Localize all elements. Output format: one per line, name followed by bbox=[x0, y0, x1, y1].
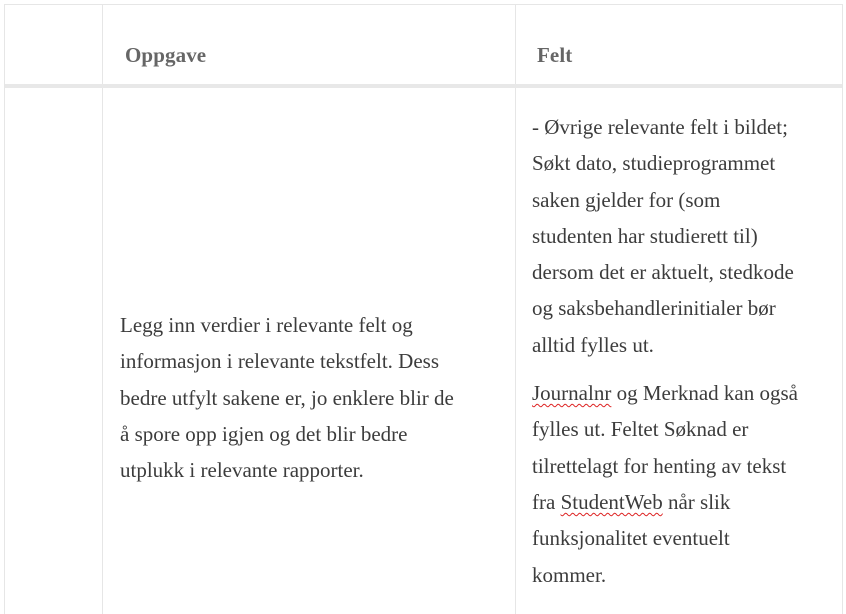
felt-line: tilrettelagt for henting av tekst bbox=[532, 453, 787, 478]
cell-oppgave-text bbox=[120, 307, 490, 488]
felt-line bbox=[532, 375, 832, 411]
spellcheck-word-journalnr: Journalnr bbox=[532, 381, 612, 406]
column-divider-2 bbox=[515, 5, 516, 614]
felt-line: studenten har studierett til) bbox=[532, 223, 758, 248]
felt-line: dersom det er aktuelt, stedkode bbox=[532, 260, 794, 285]
oppgave-line: utplukk i relevante rapporter. bbox=[120, 458, 364, 483]
spellcheck-word-studentweb: StudentWeb bbox=[560, 489, 663, 514]
felt-line: - Øvrige relevante felt i bildet; bbox=[532, 115, 788, 139]
oppgave-line: bedre utfylt sakene er, jo enklere blir de bbox=[120, 385, 454, 410]
oppgave-line: informasjon i relevante tekstfelt. Dess bbox=[120, 349, 439, 374]
felt-line: alltid fylles ut. bbox=[532, 332, 654, 357]
felt-line-rest: og Merknad kan også bbox=[611, 381, 798, 406]
felt-line: funksjonalitet eventuelt bbox=[532, 526, 730, 551]
felt-line-rest: når slik bbox=[662, 489, 731, 514]
oppgave-line: Legg inn verdier i relevante felt og bbox=[120, 313, 413, 337]
felt-line: saken gjelder for (som bbox=[532, 187, 721, 212]
column-divider-1 bbox=[102, 5, 103, 614]
felt-line bbox=[532, 484, 832, 520]
felt-line: Søkt dato, studieprogrammet bbox=[532, 151, 776, 176]
paragraph-gap bbox=[532, 363, 832, 375]
header-separator bbox=[5, 84, 842, 88]
felt-line: kommer. bbox=[532, 562, 607, 587]
header-oppgave: Oppgave bbox=[125, 43, 207, 67]
oppgave-line: å spore opp igjen og det blir bedre bbox=[120, 421, 408, 446]
felt-line: fylles ut. Feltet Søknad er bbox=[532, 417, 749, 442]
cell-felt-text bbox=[532, 109, 832, 593]
felt-line-pre: fra bbox=[532, 489, 561, 514]
felt-line: og saksbehandlerinitialer bør bbox=[532, 296, 776, 321]
header-felt: Felt bbox=[537, 43, 573, 67]
